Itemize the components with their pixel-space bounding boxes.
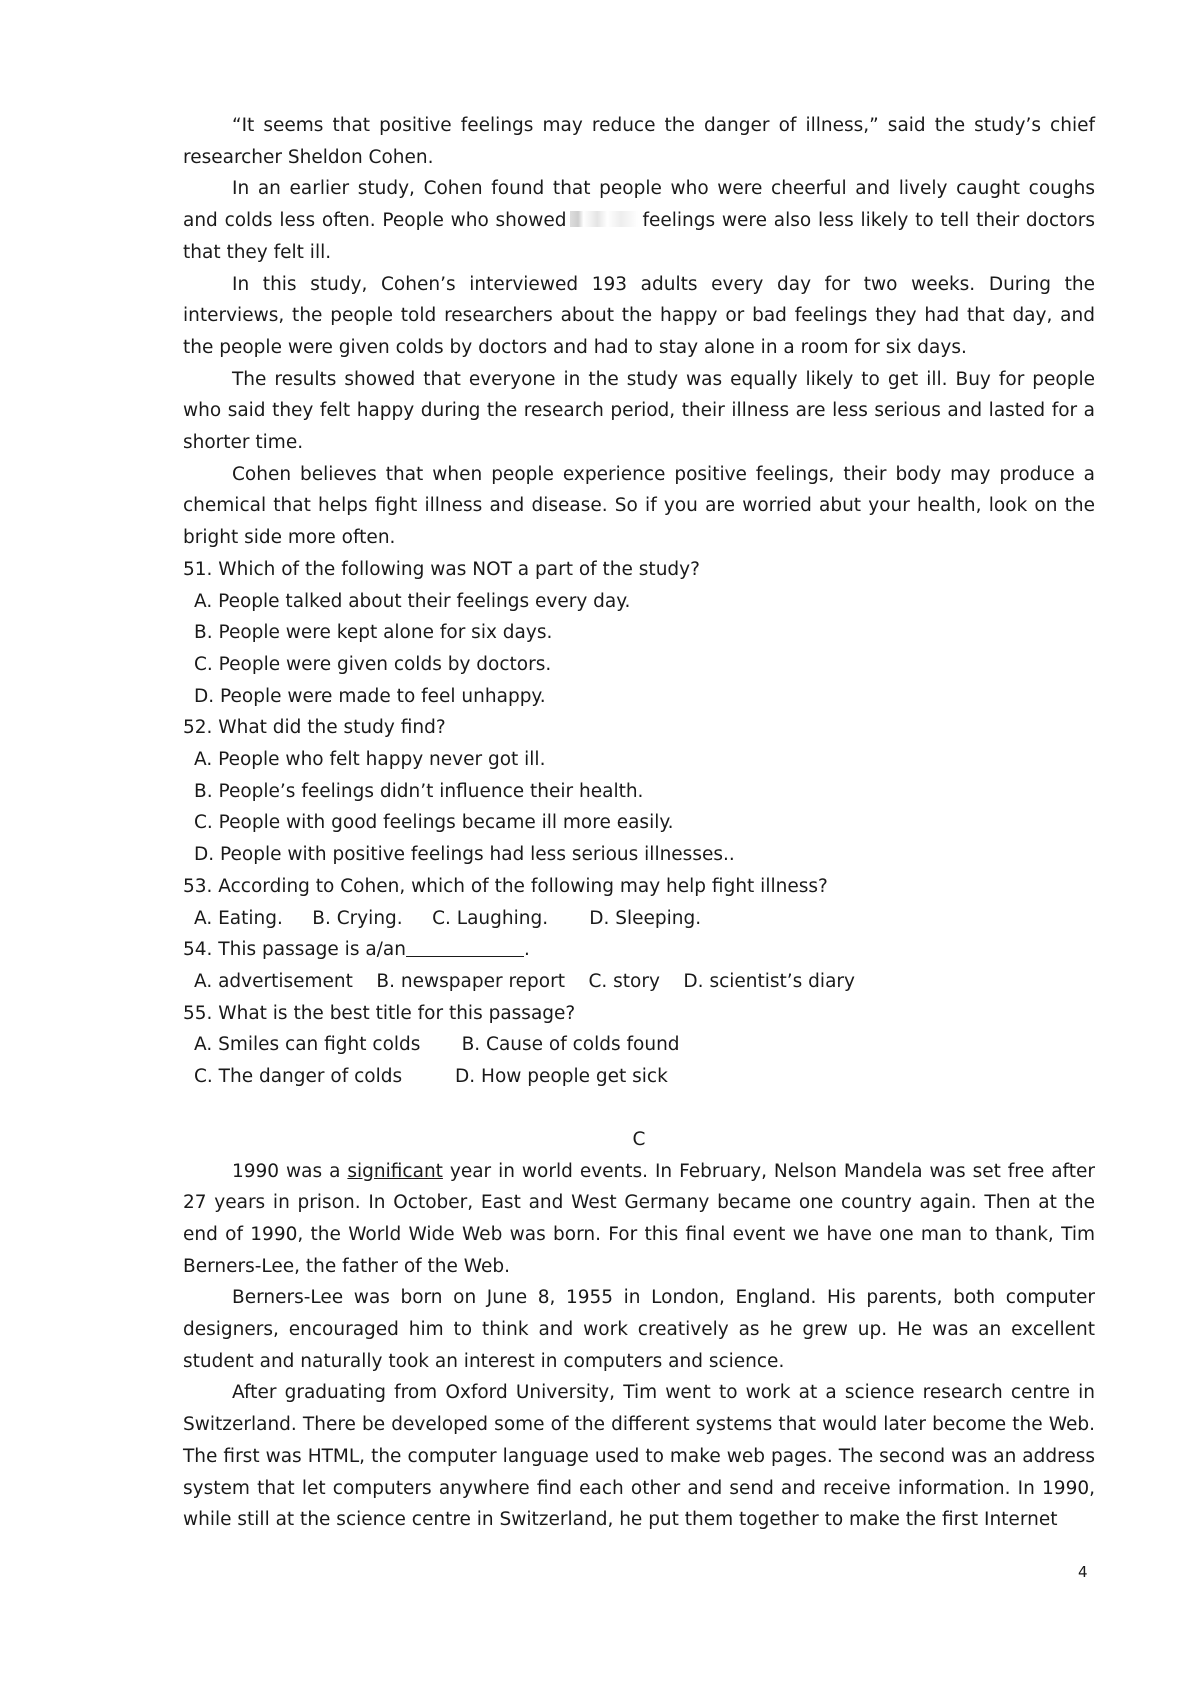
question-52-option-a: A. People who felt happy never got ill.: [194, 749, 546, 771]
question-55-stem: 55. What is the best title for this passage?: [183, 1002, 576, 1024]
page-content: [183, 110, 1095, 1536]
question-51-option-b: B. People were kept alone for six days.: [194, 622, 553, 644]
answer-blank: [406, 936, 524, 957]
question-52-stem: 52. What did the study find?: [183, 717, 446, 739]
underlined-word: significant: [347, 1160, 443, 1182]
paragraph-c3: After graduating from Oxford University, Tim went to work at a science research centre in Switzerland. There be developed some of the different systems that would later become the Web. The first was HTML, the computer language used to make web pages. The second was an address system that let computers anywhere find each other and send and receive information. In 1990, while still at the science centre in Switzerland, he put them together to make the first Internet: [183, 1382, 1095, 1531]
illegible-word-image: [570, 211, 638, 227]
paragraph-b5: Cohen believes that when people experience positive feelings, their body may produce a chemical that helps fight illness and disease. So if you are worried abut your health, look on the bright side more often.: [183, 463, 1095, 549]
question-52-option-b: B. People’s feelings didn’t influence their health.: [194, 780, 644, 802]
paragraph-b2: [183, 173, 1095, 268]
paragraph-b2-start: In an earlier study, Cohen found that people who were cheerful and lively caught coughs and colds less often. People who showed: [183, 178, 1095, 232]
question-51-option-d: D. People were made to feel unhappy.: [194, 685, 546, 707]
paragraph-c1: [183, 1156, 1095, 1283]
paragraph-b4: The results showed that everyone in the study was equally likely to get ill. Buy for people who said they felt happy during the research period, their illness are less serious and lasted for a shorter time.: [183, 368, 1095, 454]
question-52-option-d: D. People with positive feelings had less serious illnesses..: [194, 844, 735, 866]
section-heading-c: C: [632, 1128, 646, 1150]
question-53-options: A. Eating. B. Crying. C. Laughing. D. Sleeping.: [194, 907, 702, 929]
question-51-option-c: C. People were given colds by doctors.: [194, 653, 552, 675]
question-52-option-c: C. People with good feelings became ill more easily.: [194, 812, 674, 834]
page-number: 4: [1078, 1563, 1088, 1581]
question-54-stem: [183, 934, 1095, 966]
question-54-options: A. advertisement B. newspaper report C. story D. scientist’s diary: [194, 970, 855, 992]
paragraph-c1-start: 1990 was a: [232, 1160, 348, 1182]
question-55-options-row-2: C. The danger of colds D. How people get sick: [194, 1066, 668, 1088]
paragraph-c2: Berners-Lee was born on June 8, 1955 in London, England. His parents, both computer designers, encouraged him to think and work creatively as he grew up. He was an excellent student and naturally took an interest in computers and science.: [183, 1287, 1095, 1372]
paragraph-b1: “It seems that positive feelings may reduce the danger of illness,” said the study’s chief researcher Sheldon Cohen.: [183, 115, 1095, 168]
paragraph-b3: In this study, Cohen’s interviewed 193 adults every day for two weeks. During the interviews, the people told researchers about the happy or bad feelings they had that day, and the people were given colds by doctors and had to stay alone in a room for six days.: [183, 273, 1095, 358]
question-54-stem-end: .: [523, 939, 530, 961]
question-51-option-a: A. People talked about their feelings every day.: [194, 590, 631, 612]
paragraph-c1-rest: year in world events. In February, Nelson Mandela was set free after 27 years in prison. In October, East and West Germany became one country again. Then at the end of 1990, the World Wide Web was born. For this final event we have one man to thank, Tim Berners-Lee, the father of the Web.: [183, 1160, 1095, 1277]
paragraph-b2-end: feelings were also less likely to tell their doctors that they felt ill.: [183, 210, 1095, 263]
question-51-stem: 51. Which of the following was NOT a part of the study?: [183, 558, 700, 580]
question-54-stem-text: 54. This passage is a/an: [183, 939, 406, 961]
question-53-stem: 53. According to Cohen, which of the following may help fight illness?: [183, 875, 828, 897]
question-55-options-row-1: A. Smiles can fight colds B. Cause of colds found: [194, 1034, 680, 1056]
